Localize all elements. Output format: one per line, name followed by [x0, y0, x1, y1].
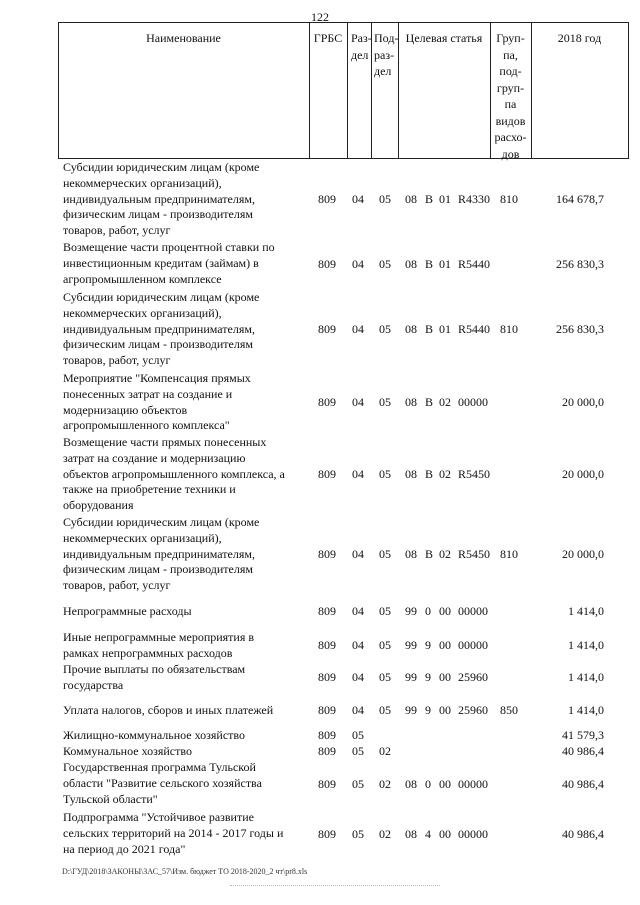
- row-target-program: 08: [405, 395, 417, 409]
- row-sum: 256 830,3: [556, 257, 604, 271]
- row-sum: 40 986,4: [562, 777, 604, 791]
- row-podrazdel: 05: [379, 467, 391, 481]
- row-target-program: 99: [405, 703, 417, 717]
- row-grbs: 809: [318, 322, 336, 336]
- row-target-subprogram: В: [425, 192, 434, 206]
- row-grbs: 809: [318, 703, 336, 717]
- row-name: Иные непрограммные мероприятия в рамках непрограммных расходов: [63, 630, 255, 660]
- row-target-subprogram: В: [425, 467, 434, 481]
- row-sum: 20 000,0: [562, 467, 604, 481]
- row-podrazdel: 05: [379, 257, 391, 271]
- row-razdel: 04: [352, 547, 364, 561]
- row-target-event: 02: [439, 547, 451, 561]
- row-grbs: 809: [318, 638, 336, 652]
- row-target-event: 00: [439, 638, 451, 652]
- row-podrazdel: 05: [379, 703, 391, 717]
- row-target-subprogram: В: [425, 257, 434, 271]
- row-grbs: 809: [318, 777, 336, 791]
- row-sum: 40 986,4: [562, 744, 604, 758]
- row-razdel: 04: [352, 670, 364, 684]
- row-expense-group: 810: [500, 322, 518, 336]
- row-name: Возмещение части прямых понесенных затрат на создание и модернизацию объектов агропромышленного комплекса, а также на приобретение техники и оборудования: [63, 435, 285, 513]
- row-grbs: 809: [318, 728, 336, 742]
- row-name: Субсидии юридическим лицам (кроме некоммерческих организаций), индивидуальным предпринимателям, физическим лицам - производителям товаров, работ, услуг: [63, 160, 260, 238]
- row-sum: 1 414,0: [568, 670, 604, 684]
- row-target-subprogram: 9: [425, 670, 431, 684]
- row-target-direction: R5450: [458, 467, 491, 481]
- row-grbs: 809: [318, 192, 336, 206]
- row-name: Возмещение части процентной ставки по инвестиционным кредитам (займам) в агропромышленном комплексе: [63, 240, 275, 286]
- header-grbs: ГРБС: [313, 31, 343, 45]
- row-name: Коммунальное хозяйство: [63, 744, 192, 758]
- row-razdel: 04: [352, 638, 364, 652]
- row-target-direction: 25960: [458, 703, 488, 717]
- row-target-event: 00: [439, 777, 451, 791]
- row-target-direction: R5440: [458, 257, 491, 271]
- row-razdel: 04: [352, 467, 364, 481]
- row-target-program: 99: [405, 670, 417, 684]
- row-razdel: 04: [352, 395, 364, 409]
- row-sum: 1 414,0: [568, 703, 604, 717]
- row-target-program: 99: [405, 638, 417, 652]
- row-podrazdel: 05: [379, 322, 391, 336]
- row-target-event: 00: [439, 670, 451, 684]
- row-target-subprogram: В: [425, 395, 434, 409]
- header-razdel: Раз- дел: [351, 31, 372, 62]
- row-target-direction: 00000: [458, 604, 488, 618]
- row-target-subprogram: 4: [425, 827, 431, 841]
- row-target-event: 01: [439, 257, 451, 271]
- row-target-program: 08: [405, 547, 417, 561]
- row-target-subprogram: В: [425, 547, 434, 561]
- row-target-direction: 00000: [458, 395, 488, 409]
- row-name: Подпрограмма "Устойчивое развитие сельских территорий на 2014 - 2017 годы и на период до 2021 года": [63, 810, 284, 856]
- row-expense-group: 810: [500, 192, 518, 206]
- header-gruppa: Груп- па, под- груп- па видов расхо- дов: [494, 31, 527, 161]
- row-name: Жилищно-коммунальное хозяйство: [63, 728, 246, 742]
- row-target-program: 08: [405, 192, 417, 206]
- row-podrazdel: 05: [379, 670, 391, 684]
- row-grbs: 809: [318, 467, 336, 481]
- row-name: Государственная программа Тульской области "Развитие сельского хозяйства Тульской области": [63, 760, 262, 806]
- row-podrazdel: 02: [379, 827, 391, 841]
- row-target-direction: R5440: [458, 322, 491, 336]
- row-sum: 1 414,0: [568, 604, 604, 618]
- row-name: Прочие выплаты по обязательствам государства: [63, 662, 246, 692]
- row-razdel: 05: [352, 744, 364, 758]
- row-razdel: 05: [352, 777, 364, 791]
- scan-artifact-divider: [230, 885, 440, 887]
- row-grbs: 809: [318, 395, 336, 409]
- row-podrazdel: 05: [379, 638, 391, 652]
- row-target-subprogram: 0: [425, 604, 431, 618]
- row-sum: 1 414,0: [568, 638, 604, 652]
- row-name: Субсидии юридическим лицам (кроме некоммерческих организаций), индивидуальным предпринимателям, физическим лицам - производителям товаров, работ, услуг: [63, 290, 260, 368]
- row-expense-group: 850: [500, 703, 518, 717]
- row-expense-group: 810: [500, 547, 518, 561]
- row-podrazdel: 05: [379, 192, 391, 206]
- row-target-event: 02: [439, 467, 451, 481]
- row-podrazdel: 02: [379, 744, 391, 758]
- row-sum: 41 579,3: [562, 728, 604, 742]
- row-target-program: 08: [405, 322, 417, 336]
- row-sum: 256 830,3: [556, 322, 604, 336]
- row-grbs: 809: [318, 744, 336, 758]
- row-target-direction: R5450: [458, 547, 491, 561]
- row-target-event: 00: [439, 604, 451, 618]
- row-target-direction: 00000: [458, 777, 488, 791]
- row-target-event: 01: [439, 322, 451, 336]
- row-target-program: 99: [405, 604, 417, 618]
- row-grbs: 809: [318, 547, 336, 561]
- row-target-direction: 00000: [458, 827, 488, 841]
- row-target-direction: 00000: [458, 638, 488, 652]
- row-razdel: 04: [352, 322, 364, 336]
- row-podrazdel: 02: [379, 777, 391, 791]
- row-podrazdel: 05: [379, 547, 391, 561]
- file-path-footer: D:\ГУД\2018\ЗАКОНЫ\ЗАС_57\Изм. бюджет ТО 2018-2020_2 чт\pr8.xls: [62, 867, 308, 876]
- header-podrazdel: Под- раз- дел: [374, 31, 399, 78]
- row-name: Непрограммные расходы: [63, 604, 192, 618]
- row-target-subprogram: В: [425, 322, 434, 336]
- row-razdel: 05: [352, 728, 364, 742]
- row-sum: 164 678,7: [556, 192, 604, 206]
- row-podrazdel: 05: [379, 604, 391, 618]
- row-target-event: 00: [439, 703, 451, 717]
- row-sum: 40 986,4: [562, 827, 604, 841]
- row-target-event: 00: [439, 827, 451, 841]
- row-podrazdel: 05: [379, 395, 391, 409]
- row-razdel: 04: [352, 703, 364, 717]
- row-target-program: 08: [405, 257, 417, 271]
- row-target-event: 02: [439, 395, 451, 409]
- row-target-direction: R4330: [458, 192, 491, 206]
- row-target-subprogram: 9: [425, 638, 431, 652]
- header-celevaya: Целевая статья: [405, 31, 483, 45]
- row-target-direction: 25960: [458, 670, 488, 684]
- header-year: 2018 год: [557, 31, 602, 45]
- row-target-program: 08: [405, 827, 417, 841]
- header-name: Наименование: [146, 31, 221, 45]
- row-razdel: 05: [352, 827, 364, 841]
- row-sum: 20 000,0: [562, 395, 604, 409]
- row-target-subprogram: 9: [425, 703, 431, 717]
- row-target-event: 01: [439, 192, 451, 206]
- page-number: 122: [311, 10, 329, 24]
- row-razdel: 04: [352, 604, 364, 618]
- row-grbs: 809: [318, 827, 336, 841]
- row-name: Уплата налогов, сборов и иных платежей: [63, 703, 274, 717]
- row-name: Мероприятие "Компенсация прямых понесенных затрат на создание и модернизацию объектов агропромышленного комплекса": [63, 371, 251, 433]
- row-razdel: 04: [352, 192, 364, 206]
- row-razdel: 04: [352, 257, 364, 271]
- row-grbs: 809: [318, 670, 336, 684]
- row-name: Субсидии юридическим лицам (кроме некоммерческих организаций), индивидуальным предпринимателям, физическим лицам - производителям товаров, работ, услуг: [63, 515, 260, 593]
- row-grbs: 809: [318, 604, 336, 618]
- row-sum: 20 000,0: [562, 547, 604, 561]
- row-target-program: 08: [405, 467, 417, 481]
- row-target-program: 08: [405, 777, 417, 791]
- row-grbs: 809: [318, 257, 336, 271]
- row-target-subprogram: 0: [425, 777, 431, 791]
